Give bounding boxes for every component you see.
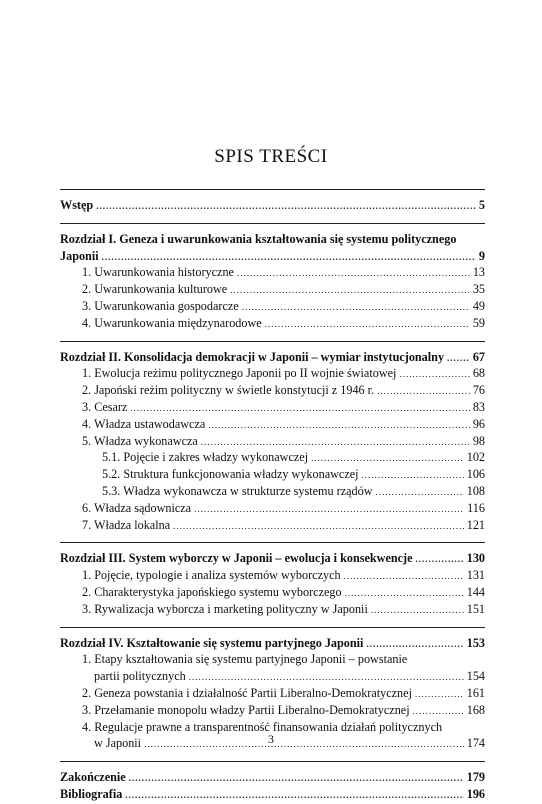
toc-entry-label: 6. Władza sądownicza <box>82 500 192 515</box>
toc-entry-page: 121 <box>466 517 485 532</box>
leader-dots <box>345 585 464 602</box>
toc-entry[interactable] <box>60 466 485 483</box>
toc-entry-page: 98 <box>472 433 485 448</box>
leader-dots <box>230 282 470 299</box>
toc-entry[interactable] <box>60 584 485 601</box>
toc-entry[interactable] <box>60 264 485 281</box>
toc-entry-label: Rozdział IV. Kształtowanie się systemu partyjnego Japonii <box>60 635 364 650</box>
toc-entry-label: 3. Rywalizacja wyborcza i marketing polityczny w Japonii <box>82 601 368 616</box>
toc-entry[interactable] <box>60 365 485 382</box>
leader-dots <box>311 450 464 467</box>
toc-entry[interactable] <box>60 399 485 416</box>
leader-dots <box>399 366 469 383</box>
toc-entry[interactable] <box>60 702 485 719</box>
toc-entry-page: 179 <box>466 770 485 785</box>
toc-entry[interactable] <box>60 281 485 298</box>
leader-dots <box>413 703 464 720</box>
toc-entry[interactable] <box>60 567 485 584</box>
toc-entry-page: 174 <box>466 736 485 751</box>
leader-dots <box>173 518 464 535</box>
toc-entry-label: 3. Cesarz <box>82 399 128 414</box>
toc-entry-label: Wstęp <box>60 198 94 212</box>
toc-entry-page: 68 <box>472 366 485 381</box>
toc-entry-label: 2. Uwarunkowania kulturowe <box>82 282 228 297</box>
toc-entry-label: 7. Władza lokalna <box>82 517 171 532</box>
toc-entry-label: 2. Charakterystyka japońskiego systemu wyborczego <box>82 584 342 599</box>
toc-entry-page: 108 <box>466 483 485 498</box>
toc-entry-label: Rozdział II. Konsolidacja demokracji w Japonii – wymiar instytucjonalny <box>60 349 445 364</box>
leader-dots <box>208 417 470 434</box>
table-of-contents <box>60 180 485 803</box>
leader-dots <box>237 265 470 282</box>
toc-entry[interactable] <box>60 517 485 534</box>
toc-entry-chapter-1[interactable] <box>60 248 485 265</box>
toc-entry-label: w Japonii <box>94 736 142 751</box>
leader-dots <box>447 350 470 367</box>
toc-entry[interactable] <box>60 500 485 517</box>
toc-entry-label: 5.2. Struktura funkcjonowania władzy wykonawczej <box>102 467 359 482</box>
toc-entry-page: 154 <box>466 669 485 684</box>
toc-entry-label: Bibliografia <box>60 786 123 801</box>
page-number: 3 <box>268 732 274 746</box>
leader-dots <box>130 400 469 417</box>
toc-chapter-2 <box>60 341 485 534</box>
toc-entry[interactable] <box>60 315 485 332</box>
toc-entry-intro[interactable] <box>60 189 485 214</box>
toc-entry[interactable] <box>60 416 485 433</box>
toc-entry[interactable] <box>60 483 485 500</box>
toc-entry[interactable] <box>60 685 485 702</box>
toc-chapter-1 <box>60 223 485 332</box>
toc-entry[interactable] <box>60 298 485 315</box>
toc-entry-label: 5.3. Władza wykonawcza w strukturze systemu rządów <box>102 483 373 498</box>
leader-dots <box>416 551 464 568</box>
toc-entry-label: 4. Uwarunkowania międzynarodowe <box>82 315 262 330</box>
leader-dots <box>362 467 464 484</box>
toc-entry-page: 144 <box>466 584 485 599</box>
toc-entry-page: 168 <box>466 702 485 717</box>
toc-entry[interactable] <box>60 449 485 466</box>
toc-entry-label: partii politycznych <box>94 669 186 684</box>
toc-entry-page: 59 <box>472 315 485 330</box>
toc-entry-page: 76 <box>472 383 485 398</box>
toc-entry-page: 49 <box>472 298 485 313</box>
toc-entry-page: 67 <box>472 349 485 364</box>
toc-entry-page: 153 <box>466 635 485 650</box>
toc-entry[interactable] <box>60 601 485 618</box>
toc-entry-page: 161 <box>466 685 485 700</box>
toc-entry-label: 5. Władza wykonawcza <box>82 433 198 448</box>
toc-entry-line[interactable]: 1. Etapy kształtowania się systemu partyjnego Japonii – powstanie <box>82 652 408 667</box>
leader-dots <box>415 686 464 703</box>
toc-entry-label: Zakończenie <box>60 770 126 785</box>
toc-entry-chapter-3[interactable] <box>60 550 485 567</box>
toc-entry-label: Japonii <box>60 248 99 263</box>
leader-dots <box>371 602 464 619</box>
page-title: SPIS TREŚCI <box>214 146 328 167</box>
leader-dots <box>96 198 476 215</box>
toc-entry-page: 131 <box>466 568 485 583</box>
toc-entry-chapter-4[interactable] <box>60 635 485 652</box>
toc-entry-page: 151 <box>466 601 485 616</box>
toc-entry[interactable] <box>60 382 485 399</box>
leader-dots <box>265 316 470 333</box>
toc-entry[interactable] <box>60 668 485 685</box>
leader-dots <box>102 249 476 266</box>
toc-entry-label: 1. Uwarunkowania historyczne <box>82 265 234 280</box>
toc-entry-page: 196 <box>466 786 485 801</box>
toc-entry-label: 2. Japoński reżim polityczny w świetle konstytucji z 1946 r. <box>82 383 375 398</box>
leader-dots <box>189 669 464 686</box>
leader-dots <box>242 299 470 316</box>
toc-entry-label: 1. Ewolucja reżimu politycznego Japonii po II wojnie światowej <box>82 366 397 381</box>
toc-chapter-3 <box>60 542 485 617</box>
toc-entry-page: 130 <box>466 551 485 566</box>
leader-dots <box>377 383 470 400</box>
toc-entry-label: Rozdział III. System wyborczy w Japonii – ewolucja i konsekwencje <box>60 551 413 566</box>
toc-entry-page: 96 <box>472 416 485 431</box>
toc-entry-page: 106 <box>466 467 485 482</box>
toc-entry-page: 116 <box>467 500 485 515</box>
leader-dots <box>125 787 463 804</box>
toc-entry-label: 3. Przełamanie monopolu władzy Partii Liberalno-Demokratycznej <box>82 702 410 717</box>
toc-entry-label: 5.1. Pojęcie i zakres władzy wykonawczej <box>102 450 309 465</box>
toc-entry-label: 1. Pojęcie, typologie i analiza systemów wyborczych <box>82 568 341 583</box>
toc-entry-page: 5 <box>478 198 485 212</box>
leader-dots <box>344 568 464 585</box>
toc-entry-page: 83 <box>472 399 485 414</box>
toc-entry-page: 102 <box>466 450 485 465</box>
toc-entry-chapter-2[interactable] <box>60 349 485 366</box>
toc-entry-bibliography[interactable] <box>60 786 485 803</box>
leader-dots <box>201 434 470 451</box>
toc-entry-page: 9 <box>478 248 485 263</box>
leader-dots <box>194 501 464 518</box>
leader-dots <box>366 636 463 653</box>
toc-entry[interactable] <box>60 433 485 450</box>
toc-entry-label: 2. Geneza powstania i działalność Partii Liberalno-Demokratycznej <box>82 685 412 700</box>
leader-dots <box>129 770 464 787</box>
leader-dots <box>376 484 464 501</box>
toc-entry-page: 13 <box>472 265 485 280</box>
toc-entry-page: 35 <box>472 282 485 297</box>
toc-entry-line[interactable]: 4. Regulacje prawne a transparentność finansowania działań politycznych <box>82 719 443 734</box>
toc-entry-label: 3. Uwarunkowania gospodarcze <box>82 298 239 313</box>
chapter-title[interactable]: Rozdział I. Geneza i uwarunkowania kształtowania się systemu politycznego <box>60 231 457 246</box>
toc-back-matter <box>60 761 485 803</box>
toc-entry-label: 4. Władza ustawodawcza <box>82 416 206 431</box>
